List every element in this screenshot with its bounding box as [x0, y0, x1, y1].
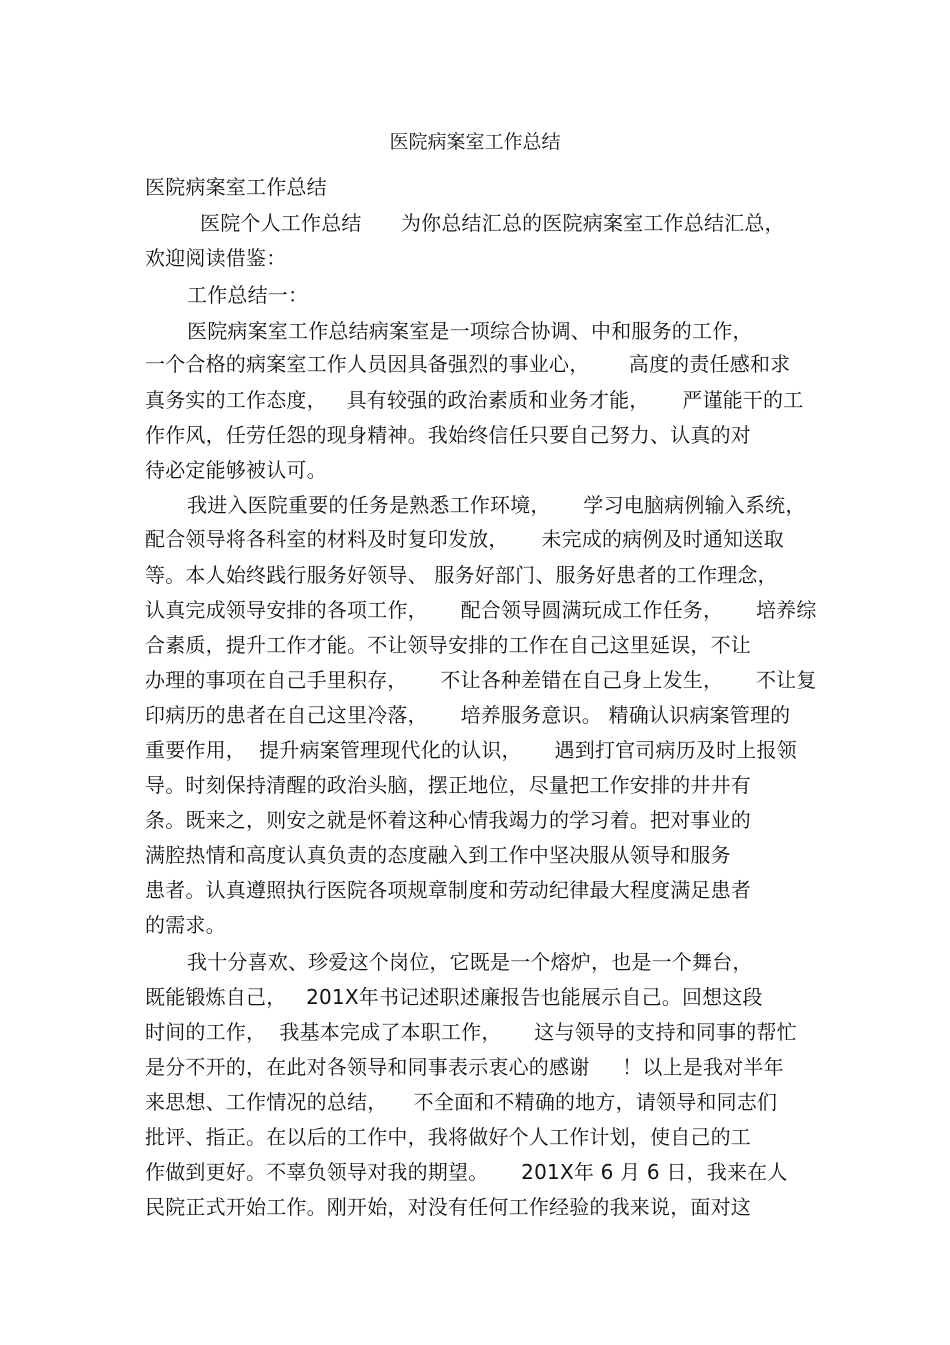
text-line: 满腔热情和高度认真负责的态度融入到工作中坚决服从领导和服务 [145, 843, 731, 867]
text-line: 批评、指正。在以后的工作中，我将做好个人工作计划，使自己的工 [145, 1125, 751, 1149]
text-line: 既能锻炼自己， 201X年书记述职述廉报告也能展示自己。回想这段 [145, 985, 763, 1009]
page-title: 医院病案室工作总结 [389, 131, 561, 153]
text-line: 时间的工作， 我基本完成了本职工作， 这与领导的支持和同事的帮忙 [145, 1020, 797, 1044]
text-line: 真务实的工作态度， 具有较强的政治素质和业务才能， 严谨能干的工 [145, 388, 804, 412]
text-line: 我进入医院重要的任务是熟悉工作环境， 学习电脑病例输入系统， [187, 493, 806, 517]
text-line: 导。时刻保持清醒的政治头脑，摆正地位，尽量把工作安排的井井有 [145, 773, 751, 797]
text-line: 民院正式开始工作。刚开始，对没有任何工作经验的我来说，面对这 [145, 1195, 751, 1219]
text-line: 医院病案室工作总结 [145, 175, 327, 199]
text-line: 我十分喜欢、珍爱这个岗位，它既是一个熔炉，也是一个舞台， [187, 950, 753, 974]
text-line: 合素质，提升工作才能。不让领导安排的工作在自己这里延误，不让 [145, 633, 751, 657]
text-line: 来思想、工作情况的总结， 不全面和不精确的地方，请领导和同志们 [145, 1090, 778, 1114]
text-line: 等。本人始终践行服务好领导、 服务好部门、服务好患者的工作理念， [145, 563, 778, 587]
text-line: 患者。认真遵照执行医院各项规章制度和劳动纪律最大程度满足患者 [145, 878, 751, 902]
text-line: 办理的事项在自己手里积存， 不让各种差错在自己身上发生， 不让复 [145, 668, 817, 692]
text-line: 待必定能够被认可。 [145, 458, 327, 482]
text-line: 的需求。 [145, 913, 226, 937]
text-line: 医院个人工作总结 为你总结汇总的医院病案室工作总结汇总， [200, 211, 785, 235]
text-line: 作做到更好。不辜负领导对我的期望。 201X年 6 月 6 日，我来在人 [145, 1160, 788, 1184]
text-line: 认真完成领导安排的各项工作， 配合领导圆满玩成工作任务， 培养综 [145, 598, 817, 622]
text-line: 印病历的患者在自己这里冷落， 培养服务意识。 精确认识病案管理的 [145, 703, 791, 727]
text-line: 工作总结一： [187, 283, 309, 307]
text-line: 欢迎阅读借鉴： [145, 246, 287, 270]
text-line: 是分不开的，在此对各领导和同事表示衷心的感谢 ！以上是我对半年 [145, 1055, 784, 1079]
text-line: 重要作用， 提升病案管理现代化的认识， 遇到打官司病历及时上报领 [145, 738, 797, 762]
text-line: 医院病案室工作总结病案室是一项综合协调、中和服务的工作， [187, 319, 753, 343]
text-line: 作作风，任劳任怨的现身精神。我始终信任只要自己努力、认真的对 [145, 423, 751, 447]
text-line: 配合领导将各科室的材料及时复印发放， 未完成的病例及时通知送取 [145, 527, 784, 551]
text-line: 一个合格的病案室工作人员因具备强烈的事业心， 高度的责任感和求 [145, 352, 791, 376]
text-line: 条。既来之，则安之就是怀着这种心情我竭力的学习着。把对事业的 [145, 808, 751, 832]
